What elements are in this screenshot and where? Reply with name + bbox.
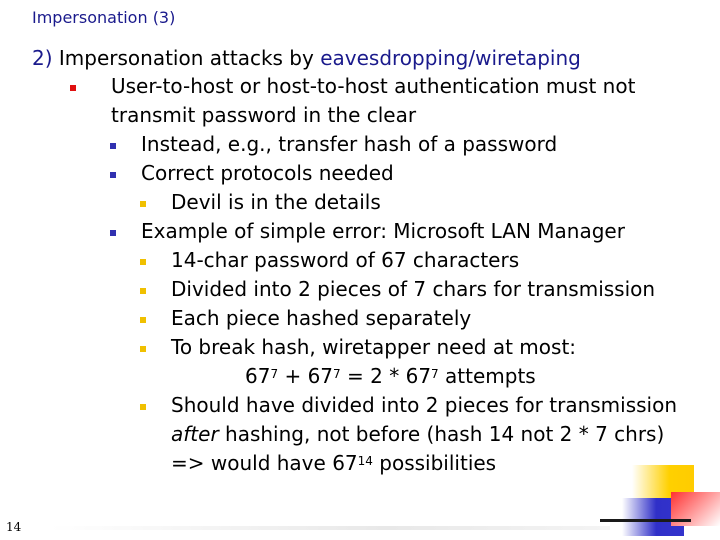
bullet-line-continuation: transmit password in the clear: [111, 103, 417, 127]
formula-exponent: 14: [357, 454, 373, 468]
formula-tail: attempts: [438, 364, 536, 388]
bullet-line: Example of simple error: Microsoft LAN Manager: [141, 219, 625, 243]
slide-title: Impersonation (3): [32, 8, 176, 27]
bullet-yellow-icon: [140, 288, 146, 294]
bullet-line: Should have divided into 2 pieces for transmission: [171, 393, 678, 417]
bullet-yellow-icon: [140, 404, 146, 410]
formula-exponent: 7: [333, 367, 341, 381]
heading-prefix: 2): [32, 46, 59, 70]
bullet-red-icon: [70, 85, 76, 91]
bullet-yellow-icon: [140, 259, 146, 265]
footer-divider: [50, 526, 610, 530]
formula: [245, 362, 536, 391]
formula-base: 67: [332, 451, 358, 475]
bullet-line: Each piece hashed separately: [171, 306, 472, 330]
formula-exponent: 7: [431, 367, 439, 381]
continuation-text: possibilities: [372, 451, 497, 475]
bullet-line-continuation: [171, 420, 664, 449]
bullet-blue-icon: [110, 143, 116, 149]
formula-base: 67: [405, 364, 432, 388]
heading-text: Impersonation attacks by: [58, 46, 321, 70]
heading: [32, 44, 581, 73]
formula-base: 67: [307, 364, 334, 388]
bullet-line: Instead, e.g., transfer hash of a password: [141, 132, 558, 156]
bullet-line-continuation: [171, 449, 496, 478]
bullet-line: User-to-host or host-to-host authentication must not: [111, 74, 636, 98]
formula-operator: = 2 *: [340, 364, 406, 388]
formula-exponent: 7: [270, 367, 279, 381]
bullet-line: 14-char password of 67 characters: [171, 248, 520, 272]
page-number: 14: [6, 520, 22, 534]
bullet-line: To break hash, wiretapper need at most:: [171, 335, 577, 359]
emphasis-text: after: [171, 422, 219, 446]
bullet-line: Devil is in the details: [171, 190, 381, 214]
heading-highlight: eavesdropping/wiretaping: [320, 46, 581, 70]
bullet-yellow-icon: [140, 201, 146, 207]
formula-operator: +: [278, 364, 308, 388]
bullet-line: Divided into 2 pieces of 7 chars for transmission: [171, 277, 656, 301]
bullet-blue-icon: [110, 172, 116, 178]
continuation-text: => would have: [171, 451, 333, 475]
bullet-yellow-icon: [140, 317, 146, 323]
bullet-blue-icon: [110, 230, 116, 236]
formula-base: 67: [245, 364, 271, 388]
decor-line: [600, 519, 691, 522]
bullet-line: Correct protocols needed: [141, 161, 394, 185]
bullet-yellow-icon: [140, 346, 146, 352]
continuation-text: hashing, not before (hash 14 not 2 * 7 chrs): [218, 422, 665, 446]
